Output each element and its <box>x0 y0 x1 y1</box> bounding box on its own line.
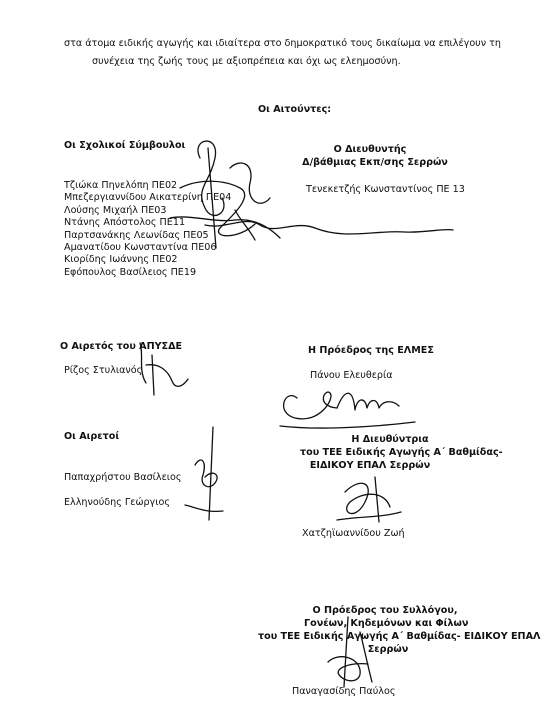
intro-line-1: στα άτομα ειδικής αγωγής και ιδιαίτερα στο δημοκρατικό τους δικαίωμα να επιλέγουν τη <box>64 38 502 49</box>
elected-name: Ελληνούδης Γεώργιος <box>64 497 170 508</box>
director-signature <box>205 200 455 255</box>
tee-director-name: Χατζηϊωαννίδου Ζωή <box>302 528 405 539</box>
parents-line-3: του ΤΕΕ Ειδικής Αγωγής Α΄ Βαθμίδας- ΕΙΔΙΚΟΥ ΕΠΑΛ <box>258 631 541 642</box>
parents-line-2: Γονέων, Κηδεμόνων και Φίλων <box>304 618 469 629</box>
elected-name: Παπαχρήστου Βασίλειος <box>64 472 182 483</box>
elected-heading: Οι Αιρετοί <box>64 431 120 442</box>
director-title-line-2: Δ/βάθμιας Εκπ/σης Σερρών <box>302 157 448 168</box>
parents-line-1: Ο Πρόεδρος του Συλλόγου, <box>312 605 458 616</box>
advisor-name: Λούσης Μιχαήλ ΠΕ03 <box>64 204 167 216</box>
tee-director-line-2: του ΤΕΕ Ειδικής Αγωγής Α΄ Βαθμίδας- <box>300 447 503 458</box>
apysde-name: Ρίζος Στυλιανός <box>64 365 143 376</box>
advisor-name: Αμανατίδου Κωνσταντίνα ΠΕ06 <box>64 241 217 253</box>
parents-signature <box>318 612 388 692</box>
elected-signature <box>175 425 235 530</box>
apysde-heading: Ο Αιρετός του ΑΠΥΣΔΕ <box>60 341 183 352</box>
advisor-name: Κιορίδης Ιωάννης ΠΕ02 <box>64 254 178 266</box>
tee-director-signature <box>335 472 405 527</box>
elmes-signature <box>275 378 425 438</box>
elmes-name: Πάνου Ελευθερία <box>310 370 393 381</box>
advisor-name: Παρτσανάκης Λεωνίδας ΠΕ05 <box>64 229 209 241</box>
director-name: Τενεκετζής Κωνσταντίνος ΠΕ 13 <box>306 184 465 195</box>
tee-director-line-3: ΕΙΔΙΚΟΥ ΕΠΑΛ Σερρών <box>309 460 431 471</box>
intro-line-2: συνέχεια της ζωής τους με αξιοπρέπεια και όχι ως ελεημοσύνη. <box>92 56 401 67</box>
advisor-name: Μπεζεργιαννίδου Αικατερίνη ΠΕ04 <box>64 192 232 204</box>
parents-line-4: Σερρών <box>367 644 409 655</box>
parents-name: Παναγασίδης Παύλος <box>292 686 396 697</box>
elmes-heading: Η Πρόεδρος της ΕΛΜΕΣ <box>308 345 434 356</box>
director-title-line-1: Ο Διευθυντής <box>333 144 407 155</box>
advisor-name: Εφόπουλος Βασίλειος ΠΕ19 <box>64 266 197 278</box>
school-advisors-heading: Οι Σχολικοί Σύμβουλοι <box>64 140 186 151</box>
advisor-name: Ντάνης Απόστολος ΠΕ11 <box>64 217 186 229</box>
advisor-name: Τζιώκα Πηνελόπη ΠΕ02 <box>64 180 178 191</box>
tee-director-line-1: Η Διευθύντρια <box>351 434 429 445</box>
petitioners-heading: Οι Αιτούντες: <box>258 104 332 115</box>
apysde-signature <box>132 335 192 400</box>
